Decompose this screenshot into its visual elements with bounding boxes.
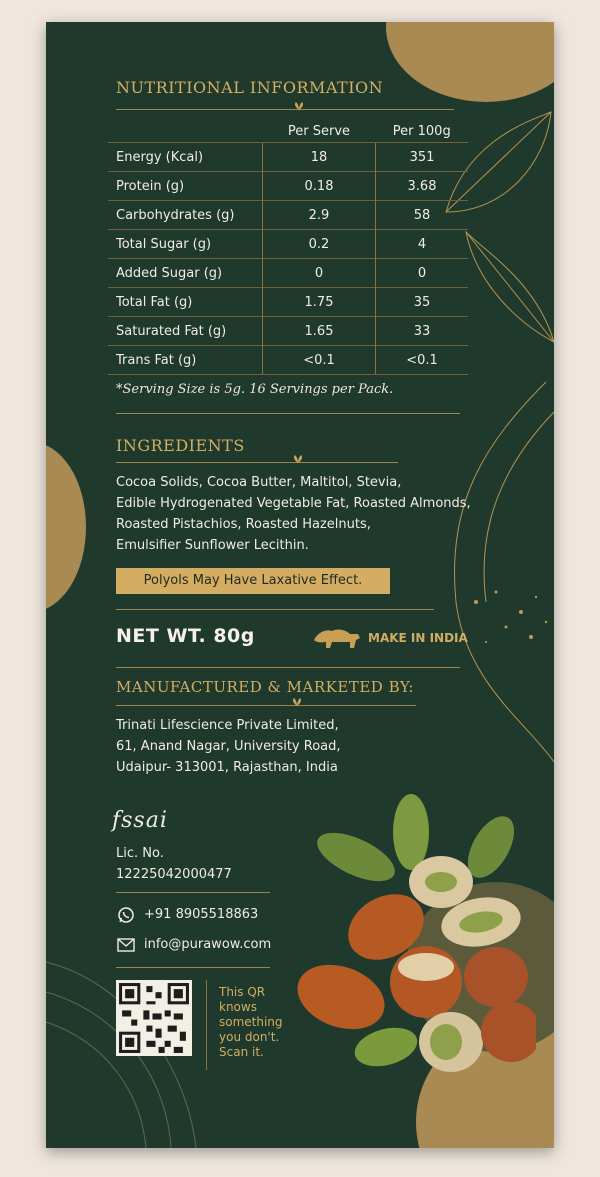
manufacturer-heading-rule (116, 705, 416, 706)
row-per-serve: 0.2 (263, 230, 376, 259)
row-per-100g: 0 (376, 259, 469, 288)
row-per-100g: 3.68 (376, 172, 469, 201)
row-label: Saturated Fat (g) (108, 317, 263, 346)
net-weight: NET WT. 80g (116, 625, 255, 647)
table-row (108, 172, 468, 201)
qr-caption-line: you don't. (219, 1030, 280, 1044)
row-per-100g: <0.1 (376, 346, 469, 375)
nutrition-heading: NUTRITIONAL INFORMATION (116, 78, 384, 97)
row-per-100g: 351 (376, 143, 469, 172)
qr-caption-line: Scan it. (219, 1045, 264, 1059)
row-per-serve: 1.75 (263, 288, 376, 317)
col-per-100g: Per 100g (392, 123, 451, 139)
nutrition-heading-rule (116, 109, 454, 110)
ingredients-line: Cocoa Solids, Cocoa Butter, Maltitol, Stevia, (116, 475, 402, 490)
manufacturer-heading: MANUFACTURED & MARKETED BY: (116, 678, 414, 696)
qr-caption (219, 985, 299, 1060)
ingredients-line: Roasted Pistachios, Roasted Hazelnuts, (116, 517, 371, 532)
table-row (108, 143, 468, 172)
leaf-ornament-icon (291, 454, 305, 464)
row-label: Total Sugar (g) (108, 230, 263, 259)
row-per-100g: 33 (376, 317, 469, 346)
row-per-serve: 0 (263, 259, 376, 288)
table-row (108, 201, 468, 230)
address-line: 61, Anand Nagar, University Road, (116, 739, 341, 754)
license-number: 12225042000477 (116, 867, 232, 882)
row-per-serve: 2.9 (263, 201, 376, 230)
row-per-100g: 4 (376, 230, 469, 259)
fssai-logo: fssai (112, 808, 168, 833)
nutrition-table (108, 120, 468, 375)
license-label: Lic. No. (116, 846, 164, 861)
manufacturer-address (116, 715, 416, 778)
address-line: Trinati Lifescience Private Limited, (116, 718, 339, 733)
phone-number[interactable]: +91 8905518863 (144, 907, 259, 922)
section-divider (116, 609, 434, 610)
qr-divider (206, 980, 207, 1070)
section-divider (116, 667, 460, 668)
section-divider (116, 967, 270, 968)
qr-code[interactable] (116, 980, 192, 1056)
row-per-100g: 58 (376, 201, 469, 230)
table-row (108, 317, 468, 346)
ingredients-heading: INGREDIENTS (116, 436, 245, 455)
ingredients-list (116, 472, 516, 556)
leaf-ornament-icon (292, 101, 306, 111)
row-per-serve: <0.1 (263, 346, 376, 375)
make-in-india-label: MAKE IN INDIA (368, 631, 468, 645)
col-per-serve: Per Serve (287, 123, 351, 139)
address-line: Udaipur- 313001, Rajasthan, India (116, 760, 338, 775)
table-row (108, 259, 468, 288)
email-address[interactable]: info@purawow.com (144, 937, 272, 952)
row-label: Carbohydrates (g) (108, 201, 263, 230)
row-per-100g: 35 (376, 288, 469, 317)
row-label: Protein (g) (108, 172, 263, 201)
row-label: Added Sugar (g) (108, 259, 263, 288)
row-label: Trans Fat (g) (108, 346, 263, 375)
table-row (108, 346, 468, 375)
row-label: Total Fat (g) (108, 288, 263, 317)
fssai-license (116, 843, 232, 885)
leaf-ornament-icon (290, 697, 304, 707)
row-per-serve: 1.65 (263, 317, 376, 346)
lion-icon (312, 626, 362, 650)
row-per-serve: 18 (263, 143, 376, 172)
section-divider (116, 413, 460, 414)
section-divider (116, 892, 270, 893)
mail-icon (117, 938, 135, 952)
ingredients-line: Edible Hydrogenated Vegetable Fat, Roasted Almonds, (116, 496, 471, 511)
ingredients-line: Emulsifier Sunflower Lecithin. (116, 538, 309, 553)
row-per-serve: 0.18 (263, 172, 376, 201)
qr-caption-line: This QR (219, 985, 266, 999)
table-row (108, 288, 468, 317)
row-label: Energy (Kcal) (108, 143, 263, 172)
table-row (108, 230, 468, 259)
laxative-warning-badge: Polyols May Have Laxative Effect. (116, 568, 390, 594)
serving-note: *Serving Size is 5g. 16 Servings per Pack. (116, 382, 394, 397)
whatsapp-icon (117, 906, 135, 924)
qr-caption-line: knows (219, 1000, 257, 1014)
qr-caption-line: something (219, 1015, 283, 1029)
ingredients-heading-rule (116, 462, 398, 463)
